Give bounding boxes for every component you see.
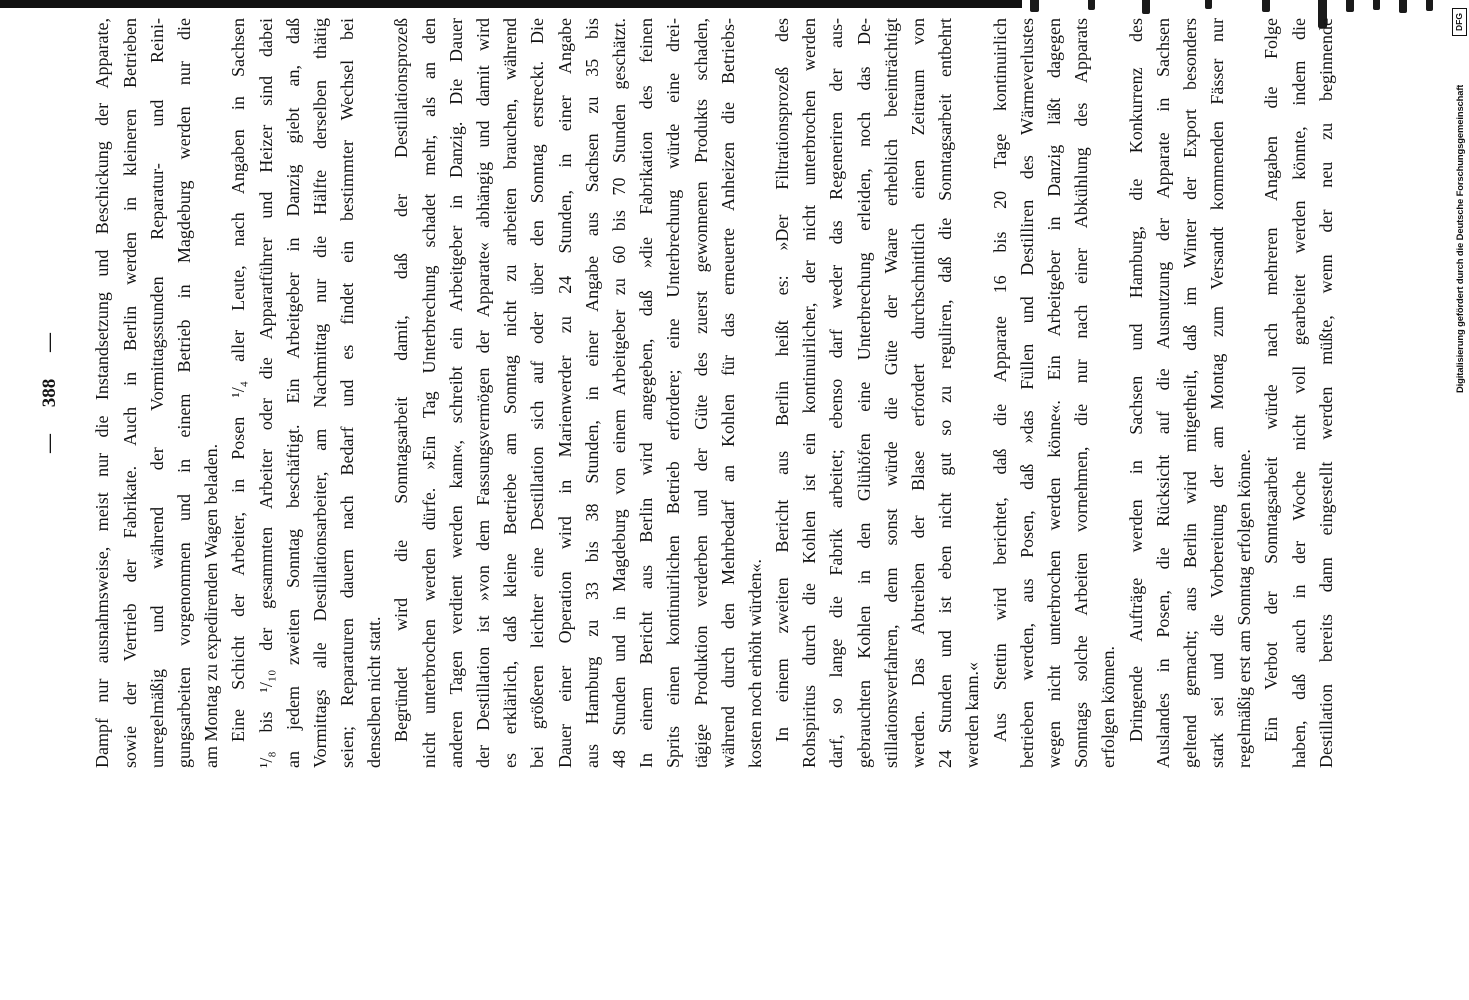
- text-line: Eine Schicht der Arbeiter, in Posen ¹/₄ aller Leute, nach Angaben in Sachsen: [228, 18, 249, 742]
- paragraph: [89, 18, 225, 768]
- paragraph: [1258, 18, 1340, 768]
- text-line: haben, daß auch in der Woche nicht voll gearbeitet werden könnte, indem die: [1288, 18, 1309, 768]
- text-line: werden kann.«: [962, 662, 983, 768]
- text-line: Ein Verbot der Sonntagsarbeit würde nach mehreren Angaben die Folge: [1261, 18, 1282, 742]
- paragraph: [1123, 18, 1259, 768]
- text-line: Dringende Aufträge werden in Sachsen und Hamburg, die Konkurrenz des: [1125, 18, 1146, 742]
- page-number: — 388 —: [39, 333, 60, 453]
- text-line: werden. Das Abtreiben der Blase erfordert durchschnittlich einen Zeitraum von: [908, 18, 929, 768]
- paragraph: [987, 18, 1123, 768]
- dfg-stamp-text: Digitalisierung gefördert durch die Deutsche Forschungsgemeinschaft: [1454, 84, 1465, 393]
- paragraph: [388, 18, 769, 768]
- text-line: Aus Stettin wird berichtet, daß die Apparate 16 bis 20 Tage kontinuirlich: [989, 18, 1010, 742]
- dfg-digitization-stamp: [1451, 8, 1468, 393]
- text-line: tägige Produktion verderben und der Güte des zuerst gewonnenen Produkts schaden,: [690, 18, 711, 768]
- text-line: gungsarbeiten vorgenommen und in einem Betrieb in Magdeburg werden nur die: [173, 18, 194, 768]
- text-line: 48 Stunden und in Magdeburg von einem Arbeitgeber zu 60 bis 70 Stunden geschätzt.: [608, 18, 629, 768]
- text-line: Destillation bereits dann eingestellt werden müßte, wenn der neu zu beginnende: [1315, 18, 1336, 768]
- text-line: unregelmäßig und während der Vormittagsstunden Reparatur- und Reini-: [146, 18, 167, 768]
- adjacent-page-fragment: [1426, 0, 1433, 11]
- adjacent-page-fragment: [1262, 0, 1270, 12]
- text-line: Auslandes in Posen, die Rücksicht auf die Ausnutzung der Apparate in Sachsen: [1152, 18, 1173, 768]
- adjacent-page-fragment: [1346, 0, 1354, 12]
- text-line: betrieben werden, aus Posen, daß »das Füllen und Destilliren des Wärmeverlustes: [1016, 18, 1037, 768]
- scan-page-edge: [0, 0, 1022, 8]
- text-line: an jedem zweiten Sonntag beschäftigt. Ein Arbeitgeber in Danzig giebt an, daß: [282, 18, 303, 768]
- text-line: In einem zweiten Bericht aus Berlin heißt es: »Der Filtrationsprozeß des: [772, 18, 793, 742]
- text-line: kosten noch erhöht würden«.: [744, 559, 765, 768]
- text-line: anderen Tagen verdient werden kann«, schreibt ein Arbeitgeber in Danzig. Die Dauer: [445, 18, 466, 768]
- text-line: erfolgen können.: [1098, 646, 1119, 768]
- text-line: Begründet wird die Sonntagsarbeit damit, daß der Destillationsprozeß: [391, 18, 412, 742]
- adjacent-page-fragment: [1088, 0, 1095, 10]
- text-line: nicht unterbrochen werden dürfe. »Ein Tag Unterbrechung schadet mehr, als an den: [418, 18, 439, 768]
- paragraph: [769, 18, 987, 768]
- text-line: darf, so lange die Fabrik arbeitet; ebenso darf weder das Regeneriren der aus-: [826, 18, 847, 768]
- text-line: Sprits einen kontinuirlichen Betrieb erfordere; eine Unterbrechung würde eine drei-: [663, 18, 684, 768]
- adjacent-page-fragment: [1399, 0, 1407, 13]
- text-line: denselben nicht statt.: [364, 616, 385, 768]
- text-line: seien; Reparaturen dauern nach Bedarf und es findet ein bestimmter Wechsel bei: [337, 18, 358, 768]
- text-line: am Montag zu expedirenden Wagen beladen.: [201, 443, 222, 768]
- text-line: 24 Stunden und ist eben nicht gut so zu reguliren, daß die Sonntagsarbeit entbehrt: [935, 18, 956, 768]
- adjacent-page-fragment: [1142, 0, 1150, 14]
- text-line: geltend gemacht; aus Berlin wird mitgetheilt, daß im Winter der Export besonders: [1179, 18, 1200, 768]
- adjacent-page-fragment: [1373, 0, 1380, 10]
- dfg-logo-icon: DFG: [1452, 8, 1467, 36]
- text-line: regelmäßig erst am Sonntag erfolgen könne.: [1234, 449, 1255, 768]
- text-line: Sonntags solche Arbeiten vornehmen, die nur nach einer Abkühlung des Apparats: [1071, 18, 1092, 768]
- text-line: wegen nicht unterbrochen werden könne«. Ein Arbeitgeber in Danzig läßt dagegen: [1043, 18, 1064, 768]
- text-line: bei größeren leichter eine Destillation sich auf oder über den Sonntag erstreckt. Die: [527, 18, 548, 768]
- text-line: stark sei und die Vorbereitung der am Montag zum Versandt kommenden Fässer nur: [1207, 18, 1228, 768]
- adjacent-page-fragment: [1205, 0, 1212, 9]
- text-line: ¹/₈ bis ¹/₁₀ der gesammten Arbeiter oder die Apparatführer und Heizer sind dabei: [255, 18, 276, 768]
- text-line: Rohspiritus durch die Kohlen ist ein kontinuirlicher, der nicht unterbrochen werden: [799, 18, 820, 768]
- text-line: sowie der Vertrieb der Fabrikate. Auch in Berlin werden in kleineren Betrieben: [119, 18, 140, 768]
- text-line: gebrauchten Kohlen in den Glühöfen eine Unterbrechung erleiden, noch das De-: [853, 18, 874, 768]
- adjacent-page-fragment: [1030, 0, 1039, 12]
- text-body: [89, 18, 1340, 768]
- text-line: In einem Bericht aus Berlin wird angegeben, daß »die Fabrikation des feinen: [636, 18, 657, 768]
- text-line: es erklärlich, daß kleine Betriebe am Sonntag nicht zu arbeiten brauchen, während: [500, 18, 521, 768]
- text-line: Dauer einer Operation wird in Marienwerder zu 24 Stunden, in einer Angabe: [554, 18, 575, 768]
- text-line: aus Hamburg zu 33 bis 38 Stunden, in einer Angabe aus Sachsen zu 35 bis: [581, 18, 602, 768]
- text-line: der Destillation ist »von dem Fassungsvermögen der Apparate« abhängig und damit wird: [473, 18, 494, 768]
- paragraph: [225, 18, 388, 768]
- text-line: Dampf nur ausnahmsweise, meist nur die Instandsetzung und Beschickung der Apparate,: [92, 18, 113, 768]
- rotated-page: [30, 18, 1360, 768]
- text-line: während durch den Mehrbedarf an Kohlen für das erneuerte Anheizen die Betriebs-: [717, 18, 738, 768]
- text-line: Vormittags alle Destillationsarbeiter, am Nachmittag nur die Hälfte derselben thätig: [309, 18, 330, 768]
- text-line: stillationsverfahren, denn sonst würde die Güte der Waare erheblich beeinträchtigt: [880, 18, 901, 768]
